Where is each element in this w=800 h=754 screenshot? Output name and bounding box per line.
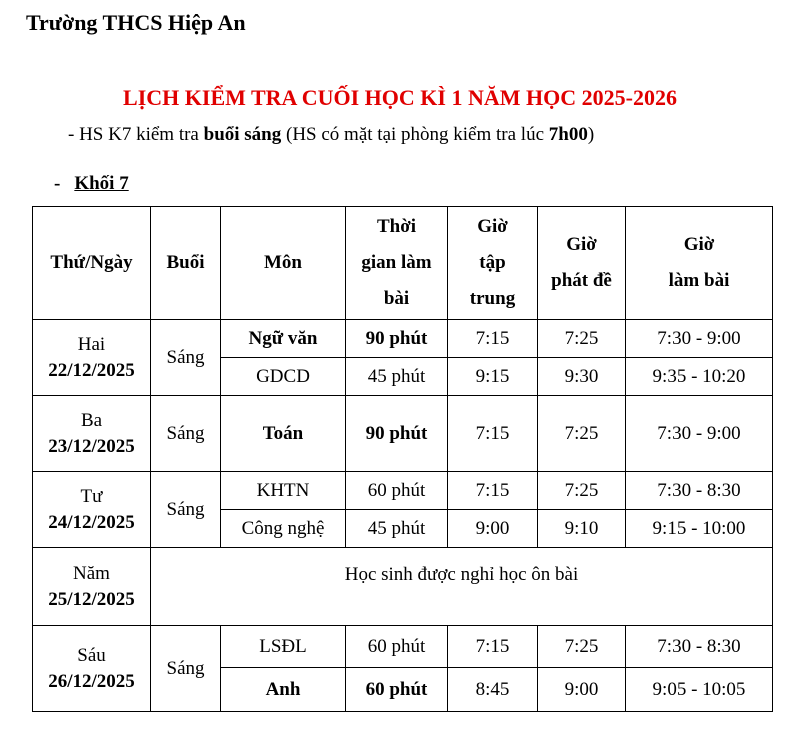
session-note: - HS K7 kiểm tra buổi sáng (HS có mặt tại phòng kiểm tra lúc 7h00) [68, 124, 595, 145]
header-work-time: Giờ làm bài [626, 207, 773, 320]
day-cell: Sáu 26/12/2025 [33, 626, 151, 712]
gather-cell: 9:00 [448, 510, 538, 548]
day-off-cell: Học sinh được nghỉ học ôn bài [151, 548, 773, 626]
gather-cell: 7:15 [448, 626, 538, 668]
header-gather-time: Giờ tập trung [448, 207, 538, 320]
subject-cell: Anh [221, 668, 346, 712]
session-cell: Sáng [151, 320, 221, 396]
table-row [33, 548, 773, 626]
duration-cell: 90 phút [346, 396, 448, 472]
header-session: Buổi [151, 207, 221, 320]
distribute-cell: 7:25 [538, 472, 626, 510]
subject-cell: Công nghệ [221, 510, 346, 548]
work-cell: 9:05 - 10:05 [626, 668, 773, 712]
day-cell: Ba 23/12/2025 [33, 396, 151, 472]
gather-cell: 8:45 [448, 668, 538, 712]
subject-cell: LSĐL [221, 626, 346, 668]
gather-cell: 7:15 [448, 396, 538, 472]
gather-cell: 7:15 [448, 472, 538, 510]
distribute-cell: 9:10 [538, 510, 626, 548]
table-row [33, 396, 773, 472]
grade-heading: - Khối 7 [54, 173, 129, 194]
day-cell: Hai 22/12/2025 [33, 320, 151, 396]
day-cell: Tư 24/12/2025 [33, 472, 151, 548]
subject-cell: GDCD [221, 358, 346, 396]
day-cell: Năm 25/12/2025 [33, 548, 151, 626]
work-cell: 9:35 - 10:20 [626, 358, 773, 396]
work-cell: 9:15 - 10:00 [626, 510, 773, 548]
work-cell: 7:30 - 9:00 [626, 396, 773, 472]
session-cell: Sáng [151, 626, 221, 712]
gather-cell: 9:15 [448, 358, 538, 396]
session-label: buổi sáng [203, 124, 282, 145]
duration-cell: 60 phút [346, 668, 448, 712]
work-cell: 7:30 - 9:00 [626, 320, 773, 358]
duration-cell: 60 phút [346, 626, 448, 668]
distribute-cell: 7:25 [538, 320, 626, 358]
table-row [33, 320, 773, 358]
session-cell: Sáng [151, 396, 221, 472]
duration-cell: 90 phút [346, 320, 448, 358]
distribute-cell: 7:25 [538, 396, 626, 472]
arrival-time: 7h00 [548, 124, 588, 145]
subject-cell: Toán [221, 396, 346, 472]
header-row [33, 207, 773, 320]
subject-cell: KHTN [221, 472, 346, 510]
exam-schedule-table [32, 206, 773, 712]
school-name: Trường THCS Hiệp An [26, 10, 246, 35]
work-cell: 7:30 - 8:30 [626, 472, 773, 510]
header-duration: Thời gian làm bài [346, 207, 448, 320]
header-distribute-time: Giờ phát đề [538, 207, 626, 320]
table-row [33, 472, 773, 510]
duration-cell: 45 phút [346, 358, 448, 396]
distribute-cell: 7:25 [538, 626, 626, 668]
grade-name: Khối 7 [74, 173, 129, 194]
table-row [33, 626, 773, 668]
header-subject: Môn [221, 207, 346, 320]
session-cell: Sáng [151, 472, 221, 548]
header-day: Thứ/Ngày [33, 207, 151, 320]
document-title: LỊCH KIỂM TRA CUỐI HỌC KÌ 1 NĂM HỌC 2025-2026 [123, 85, 677, 110]
duration-cell: 60 phút [346, 472, 448, 510]
work-cell: 7:30 - 8:30 [626, 626, 773, 668]
subject-cell: Ngữ văn [221, 320, 346, 358]
distribute-cell: 9:30 [538, 358, 626, 396]
distribute-cell: 9:00 [538, 668, 626, 712]
gather-cell: 7:15 [448, 320, 538, 358]
duration-cell: 45 phút [346, 510, 448, 548]
